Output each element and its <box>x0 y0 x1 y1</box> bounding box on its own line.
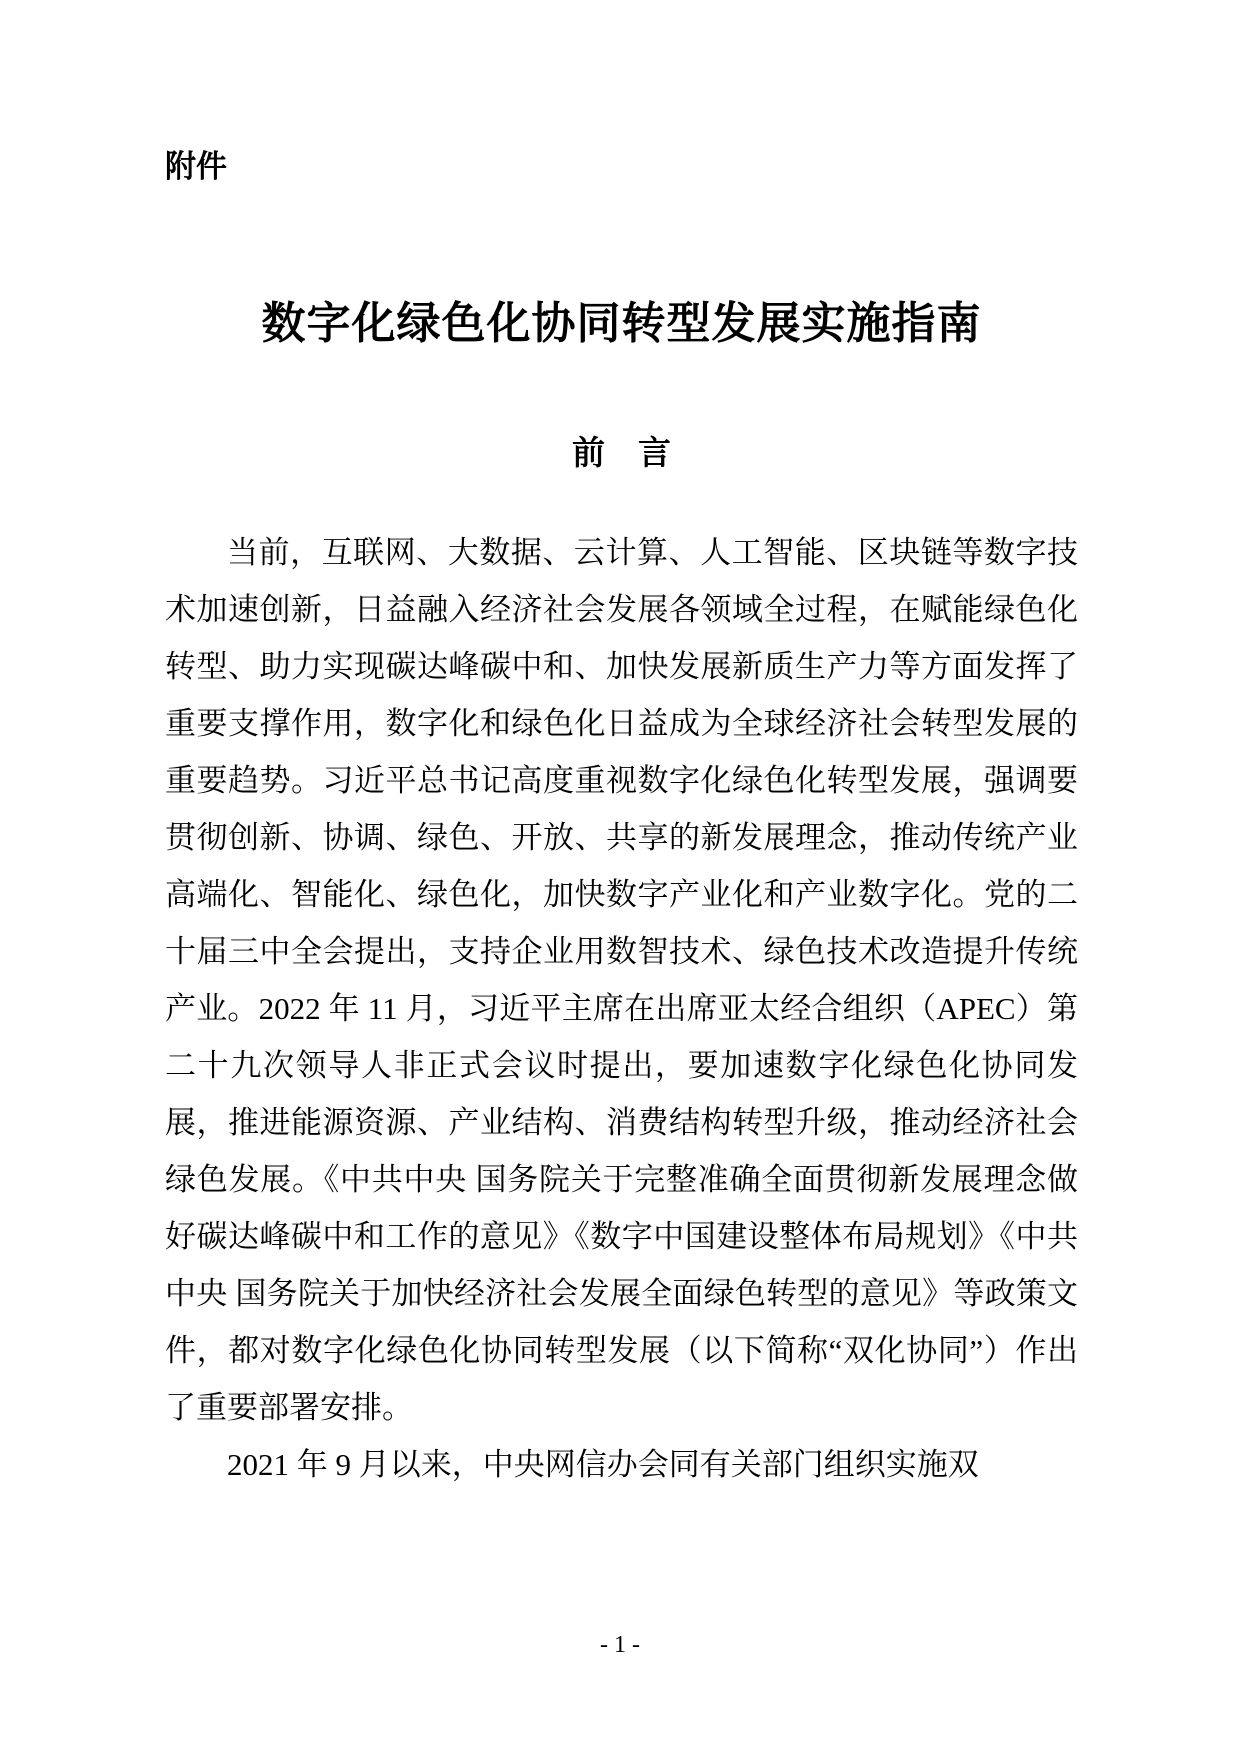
paragraph-1: 当前，互联网、大数据、云计算、人工智能、区块链等数字技术加速创新，日益融入经济社会发展各领域全过程，在赋能绿色化转型、助力实现碳达峰碳中和、加快发展新质生产力等方面发挥了重要支撑作用，数字化和绿色化日益成为全球经济社会转型发展的重要趋势。习近平总书记高度重视数字化绿色化转型发展，强调要贯彻创新、协调、绿色、开放、共享的新发展理念，推动传统产业高端化、智能化、绿色化，加快数字产业化和产业数字化。党的二十届三中全会提出，支持企业用数智技术、绿色技术改造提升传统产业。2022 年 11 月，习近平主席在出席亚太经合组织（APEC）第二十九次领导人非正式会议时提出，要加速数字化绿色化协同发展，推进能源资源、产业结构、消费结构转型升级，推动经济社会绿色发展。《中共中央 国务院关于完整准确全面贯彻新发展理念做好碳达峰碳中和工作的意见》《数字中国建设整体布局规划》《中共中央 国务院关于加快经济社会发展全面绿色转型的意见》等政策文件，都对数字化绿色化协同转型发展（以下简称“双化协同”）作出了重要部署安排。 <box>165 535 1078 1425</box>
page-number: - 1 - <box>600 1632 640 1658</box>
paragraph-2: 2021 年 9 月以来，中央网信办会同有关部门组织实施双 <box>227 1447 979 1482</box>
document-title: 数字化绿色化协同转型发展实施指南 <box>261 299 982 348</box>
preface-heading: 前 言 <box>572 434 671 471</box>
attachment-label: 附件 <box>165 149 227 184</box>
